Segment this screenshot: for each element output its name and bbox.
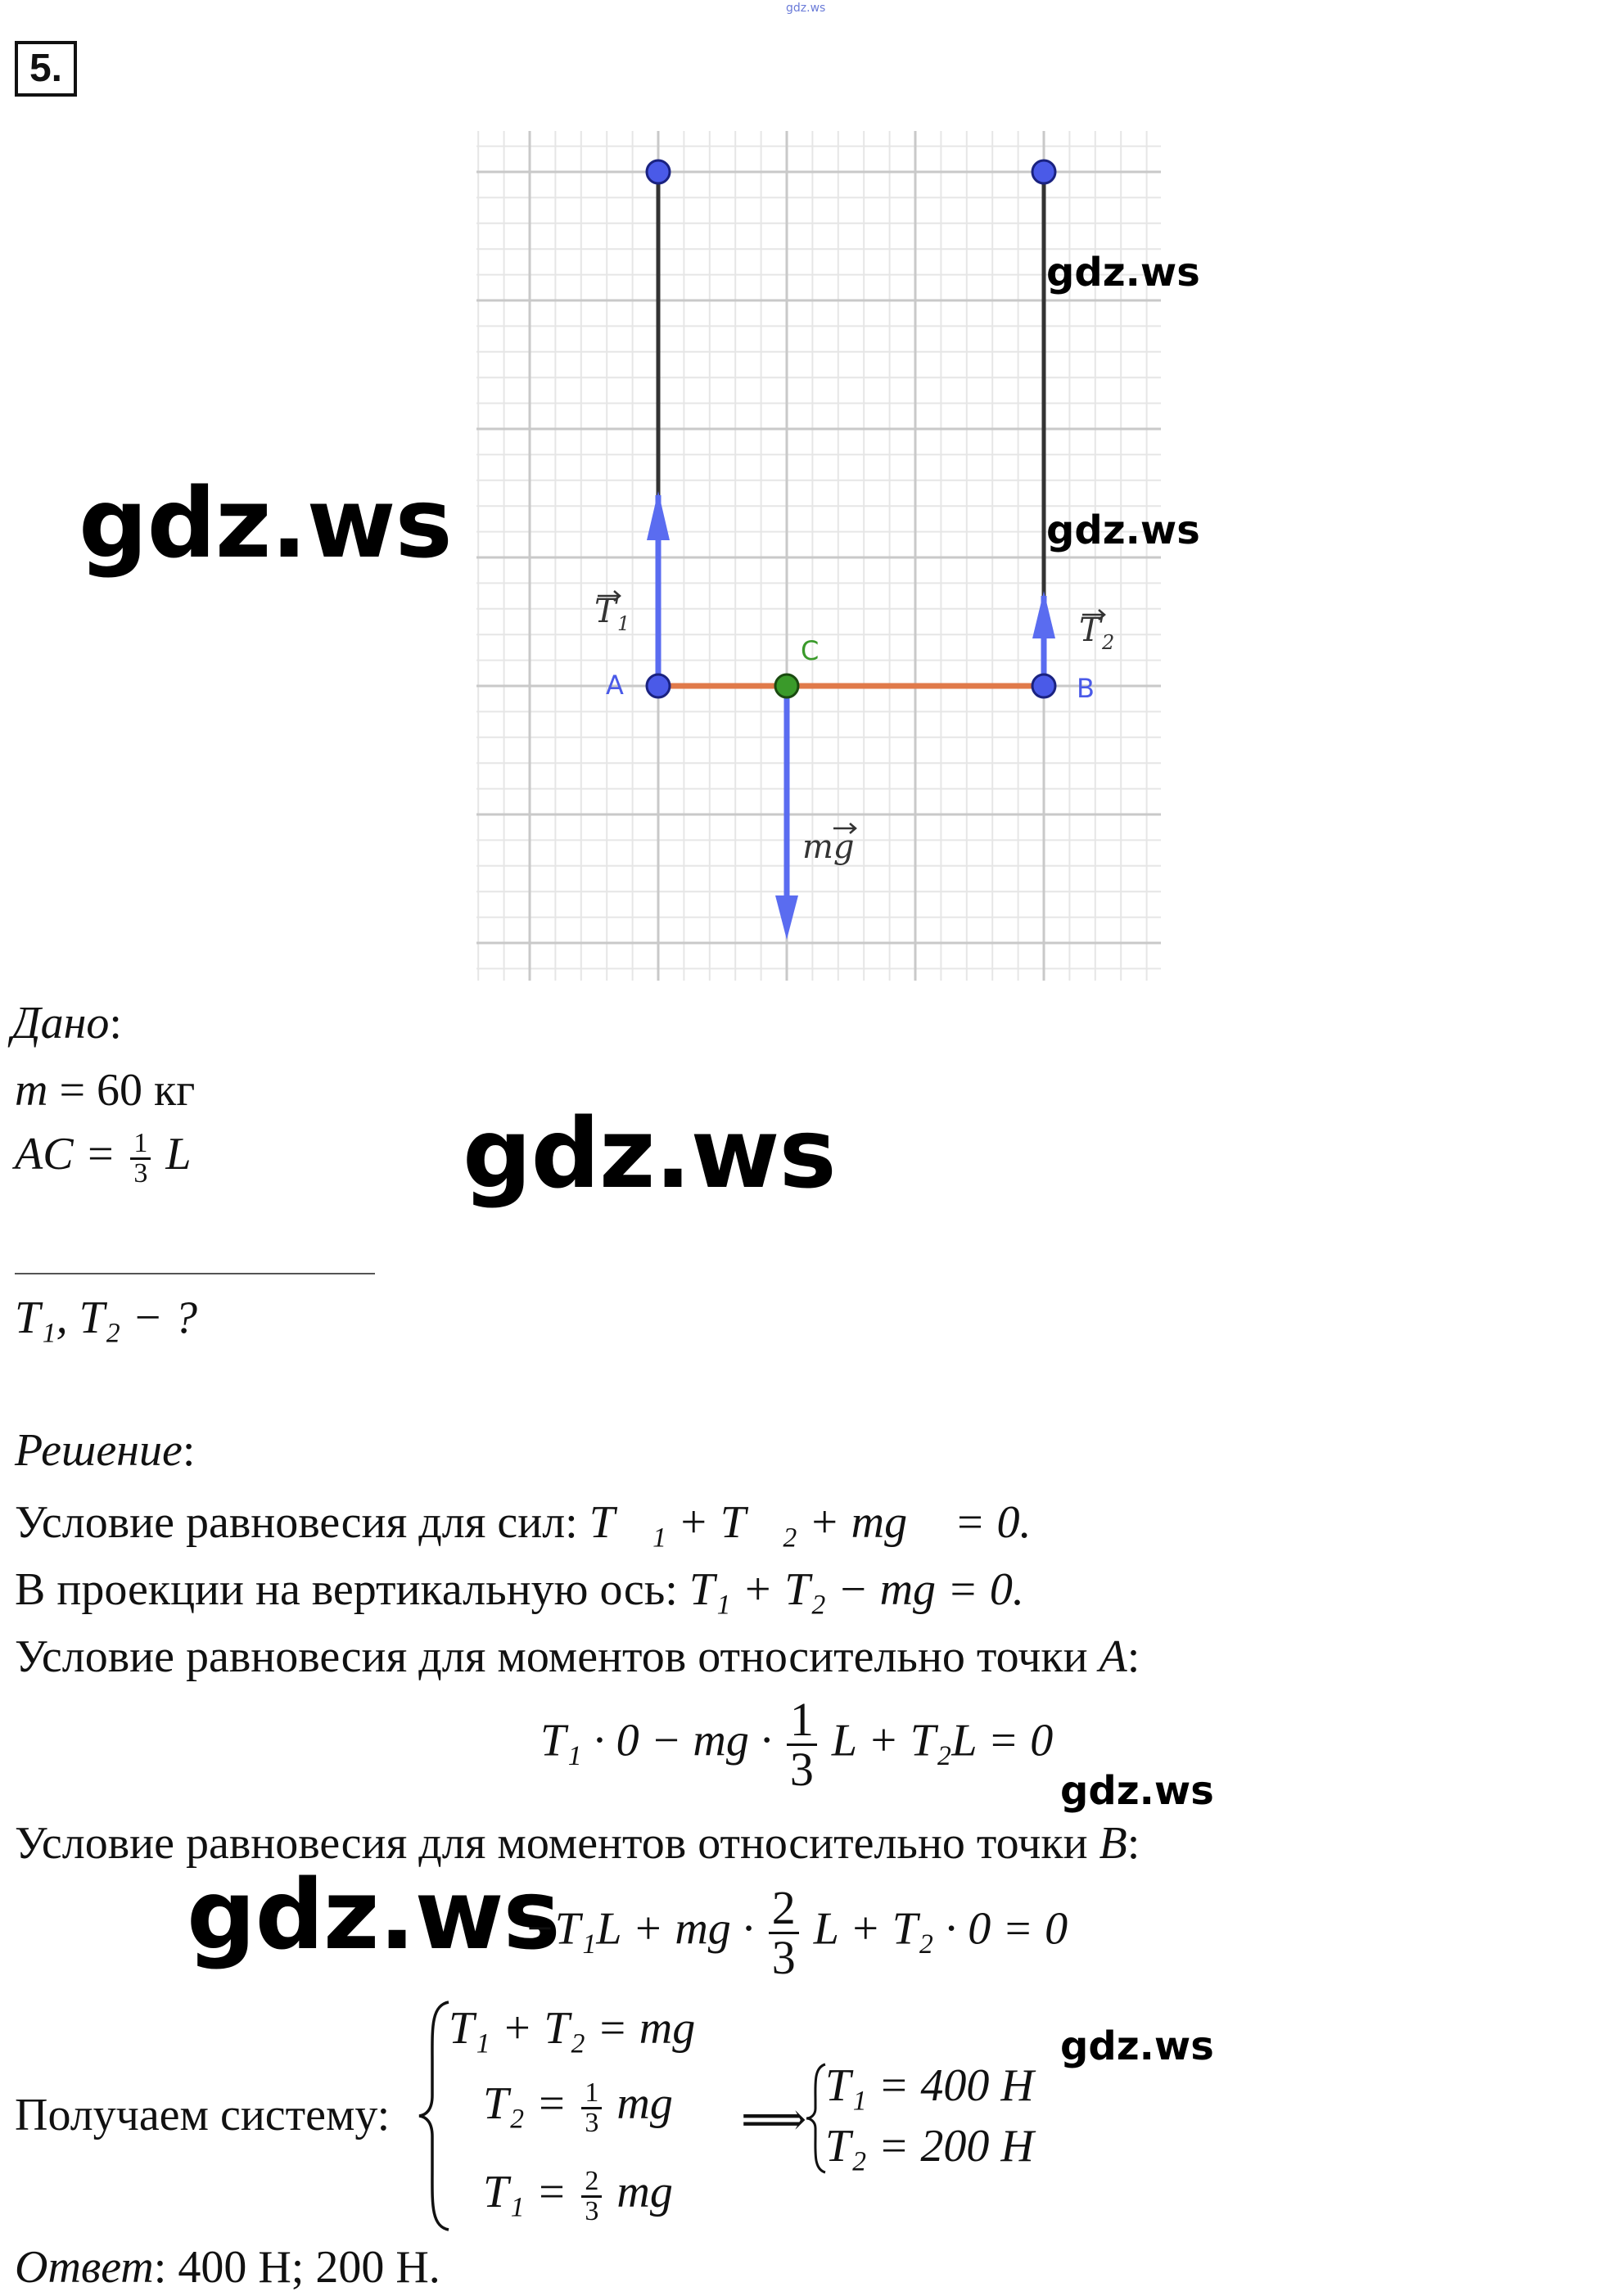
point-b [1032, 674, 1055, 697]
watermark-large-2: gdz.ws [463, 1097, 836, 1210]
watermark-diagram-2: gdz.ws [1046, 507, 1200, 553]
watermark-system: gdz.ws [1060, 2023, 1214, 2069]
answer: Ответ: 400 Н; 200 Н. [15, 2242, 440, 2293]
given-unknown: T₁, T₂ − ? [15, 1292, 198, 1343]
equation-moments-b: −T₁L + mg · $\frac{2}{3}$ L + T₂ · 0 = 0 [524, 1881, 1068, 1984]
system-label: Получаем систему: [15, 2090, 391, 2140]
system-row-3: T₁ = $\frac{2}{3}$ mg [483, 2165, 673, 2226]
problem-number: 5. [15, 41, 77, 97]
given-heading: Дано: [11, 998, 122, 1049]
given-divider [15, 1273, 375, 1274]
watermark-eq-1: gdz.ws [1060, 1768, 1214, 1814]
solution-line-4: Условие равновесия для моментов относительно точки B: [15, 1818, 1140, 1869]
watermark-large-1: gdz.ws [79, 467, 452, 580]
label-c: C [801, 635, 820, 666]
point-c [775, 674, 798, 697]
system-row-2: T₂ = $\frac{1}{3}$ mg [483, 2077, 673, 2138]
solution-heading: Решение: [15, 1425, 196, 1476]
given-ac: AC = $\frac{1}{3}$ L [15, 1127, 192, 1189]
vector-t2-head [1032, 591, 1055, 638]
label-a: A [606, 670, 624, 701]
given-mass: m = 60 кг [15, 1065, 196, 1116]
point-top-left [647, 160, 670, 183]
result-row-2: T₂ = 200 Н [825, 2121, 1034, 2172]
watermark-top: gdz.ws [786, 2, 826, 15]
vector-t1-head [647, 491, 670, 540]
system-row-1: T₁ + T₂ = mg [449, 2003, 696, 2054]
equation-moments-a: T₁ · 0 − mg · $\frac{1}{3}$ L + T₂L = 0 [540, 1693, 1054, 1796]
svg-text:T: T [594, 593, 616, 630]
solution-line-1: Условие равновесия для сил: T⃗₁ + T⃗₂ + mg⃗ = 0. [15, 1497, 1032, 1548]
svg-text:2: 2 [1102, 631, 1115, 654]
label-mg [802, 823, 856, 866]
point-top-right [1032, 160, 1055, 183]
label-t2 [1079, 610, 1114, 654]
svg-text:mg: mg [802, 828, 855, 866]
watermark-large-3: gdz.ws [187, 1858, 560, 1971]
watermark-diagram-1: gdz.ws [1046, 250, 1200, 295]
svg-text:1: 1 [617, 612, 630, 635]
label-b: B [1077, 673, 1095, 704]
solution-line-3: Условие равновесия для моментов относительно точки A: [15, 1631, 1140, 1682]
label-t1 [594, 591, 630, 635]
solution-line-2: В проекции на вертикальную ось: T₁ + T₂ − mg = 0. [15, 1564, 1024, 1615]
result-row-1: T₁ = 400 Н [825, 2060, 1034, 2111]
svg-text:T: T [1079, 611, 1101, 649]
point-a [647, 674, 670, 697]
implies-arrow: ⟹ [741, 2095, 807, 2145]
